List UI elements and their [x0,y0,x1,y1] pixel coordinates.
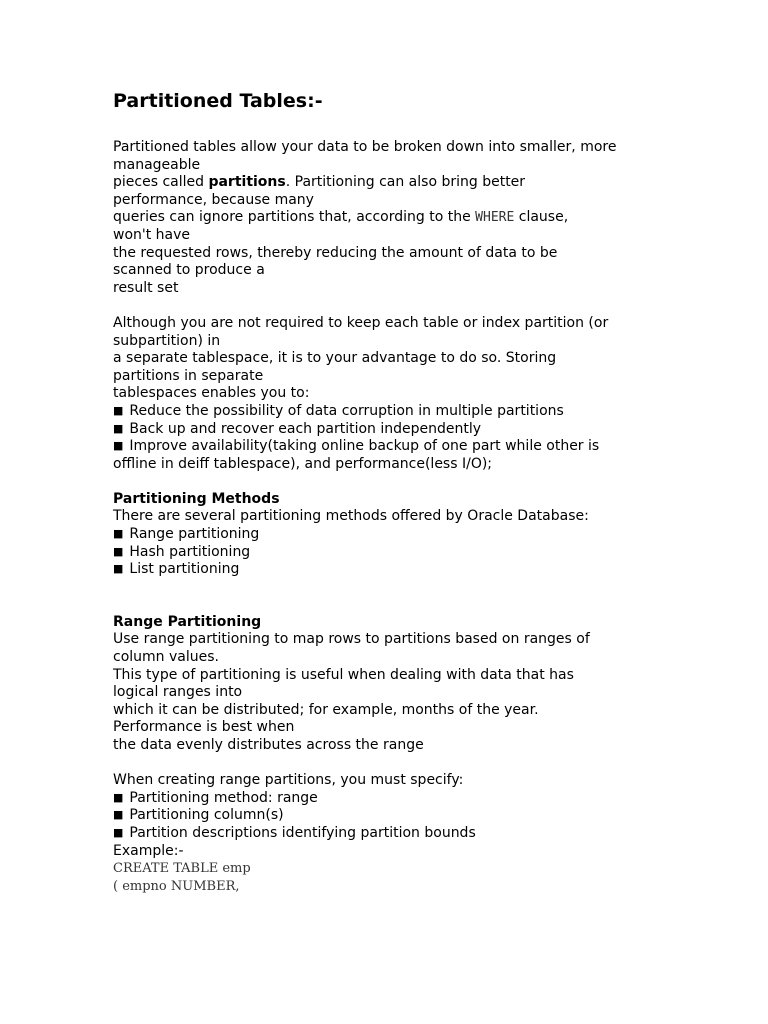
specify-section [113,772,713,895]
section-heading: Range Partitioning [113,613,262,630]
code-line: ( empno NUMBER, [113,878,240,894]
intro-text: queries can ignore partitions that, according to the [113,209,476,226]
section-heading: Partitioning Methods [113,490,280,507]
page-title: Partitioned Tables:- [113,90,323,112]
methods-intro: There are several partitioning methods offered by Oracle Database: [113,508,589,525]
methods-section [113,491,713,579]
partitions-term: partitions [208,174,286,191]
list-item: ■ Partitioning method: range [113,790,713,808]
intro-line [113,209,713,227]
tablespace-line: Although you are not required to keep each table or index partition (or [113,314,609,331]
tablespace-line: partitions in separate [113,367,264,384]
range-line: This type of partitioning is useful when dealing with data that has [113,666,574,683]
intro-text: clause, [514,209,569,226]
list-item: ■ Hash partitioning [113,544,713,562]
intro-line: Partitioned tables allow your data to be broken down into smaller, more [113,139,617,155]
intro-line: the requested rows, thereby reducing the amount of data to be [113,244,558,261]
range-line: column values. [113,649,219,666]
list-item: ■ Improve availability(taking online backup of one part while other is [113,438,713,456]
range-line: logical ranges into [113,684,243,701]
list-item: ■ Reduce the possibility of data corruption in multiple partitions [113,403,713,421]
range-line: Performance is best when [113,719,295,736]
tablespace-line: subpartition) in [113,332,221,349]
intro-line: manageable [113,156,201,173]
tablespace-line: tablespaces enables you to: [113,385,310,402]
intro-line: result set [113,279,179,296]
intro-line: scanned to produce a [113,262,265,279]
range-line: Use range partitioning to map rows to partitions based on ranges of [113,631,590,648]
list-item: ■ Partitioning column(s) [113,807,713,825]
document-page [113,88,713,895]
list-item: ■ Partition descriptions identifying partition bounds [113,825,713,843]
list-item: ■ Back up and recover each partition independently [113,421,713,439]
tablespace-line: offline in deiff tablespace), and performance(less I/O); [113,455,493,472]
intro-line [113,174,713,192]
intro-text: pieces called [113,174,209,191]
intro-line: performance, because many [113,191,314,208]
specify-intro: When creating range partitions, you must specify: [113,772,464,789]
code-line: CREATE TABLE emp [113,861,251,877]
range-section [113,614,713,755]
range-line: the data evenly distributes across the range [113,737,424,753]
list-item: ■ List partitioning [113,561,713,579]
where-keyword: WHERE [475,210,515,226]
tablespace-paragraph [113,315,713,473]
example-label: Example:- [113,842,184,859]
tablespace-line: a separate tablespace, it is to your advantage to do so. Storing [113,350,557,367]
range-line: which it can be distributed; for example, months of the year. [113,701,539,718]
intro-paragraph [113,139,713,297]
list-item: ■ Range partitioning [113,526,713,544]
intro-text: . Partitioning can also bring better [285,174,526,191]
intro-line: won't have [113,226,191,243]
